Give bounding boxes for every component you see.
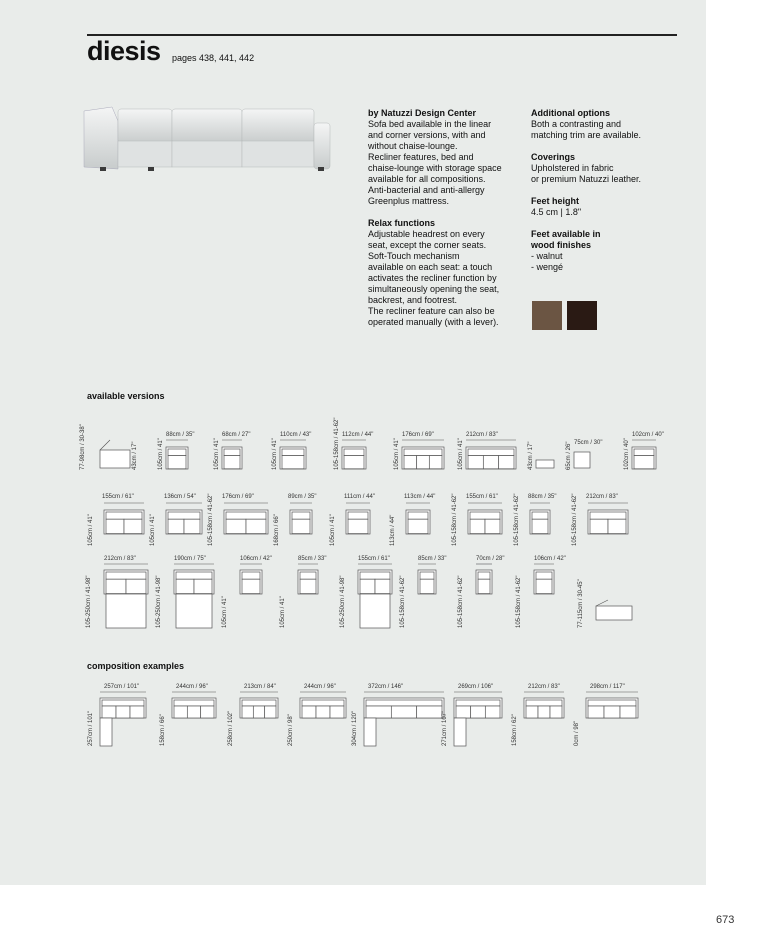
intro-line: without chaise-lounge. <box>368 141 458 151</box>
sofa-seat <box>226 519 246 533</box>
depth-label: 105-250cm / 41-98" <box>86 575 92 628</box>
width-label: 212cm / 83" <box>104 556 136 562</box>
depth-label: 77-98cm / 30-38" <box>80 424 86 470</box>
sofa-seat <box>242 706 253 718</box>
sofa-seat <box>253 706 264 718</box>
sofa-seat <box>265 706 276 718</box>
sofa-seat <box>417 456 430 469</box>
width-label: 155cm / 61" <box>102 494 134 500</box>
bed-module <box>596 606 632 620</box>
relax-line: Soft-Touch mechanism <box>368 251 460 261</box>
sofa-backrest <box>106 572 146 579</box>
sofa-seat <box>408 519 428 533</box>
depth-label: 105-250cm / 41-98" <box>156 575 162 628</box>
sofa-backrest <box>590 512 626 519</box>
ottoman-module <box>536 460 554 468</box>
sofa-backrest <box>478 572 490 579</box>
sofa-backrest <box>242 700 276 706</box>
intro-line: chaise-lounge with storage space <box>368 163 502 173</box>
dimension-line <box>596 600 608 606</box>
width-label: 89cm / 35" <box>288 494 317 500</box>
sofa-seat <box>348 519 368 533</box>
sofa-backrest <box>532 512 548 519</box>
width-label: 244cm / 96" <box>176 684 208 690</box>
sofa-seat <box>184 519 200 533</box>
width-label: 112cm / 44" <box>342 432 374 438</box>
designer-heading: by Natuzzi Design Center <box>368 108 477 118</box>
sofa-seat <box>550 706 562 718</box>
depth-label: 43cm / 17" <box>528 441 534 470</box>
intro-line: available for all compositions. <box>368 174 486 184</box>
sofa-seat <box>302 706 316 718</box>
width-label: 212cm / 83" <box>528 684 560 690</box>
sofa-seat <box>201 706 214 718</box>
depth-label: 257cm / 101" <box>88 710 94 746</box>
sofa-seat <box>478 579 490 593</box>
sofa-seat <box>634 456 654 469</box>
depth-label: 77-115cm / 30-45" <box>578 579 584 628</box>
chaise-module <box>454 718 466 746</box>
relax-line: operated manually (with a lever). <box>368 317 499 327</box>
sofa-backrest <box>168 512 200 519</box>
sofa-seat <box>176 579 194 593</box>
sofa-seat <box>126 579 146 593</box>
sofa-seat <box>483 456 498 469</box>
sofa-seat <box>538 706 550 718</box>
sofa-seat <box>242 579 260 593</box>
depth-label: 105cm / 41" <box>158 438 164 470</box>
width-label: 155cm / 61" <box>358 556 390 562</box>
width-label: 70cm / 28" <box>476 556 505 562</box>
sofa-backrest <box>404 449 442 456</box>
depth-label: 105-158cm / 41-62" <box>458 575 464 628</box>
sofa-seat <box>224 456 240 469</box>
sofa-backrest <box>420 572 434 579</box>
sofa-seat <box>130 706 144 718</box>
relax-line: simultaneously opening the seat, <box>368 284 500 294</box>
sofa-backrest <box>224 449 240 456</box>
sofa-seat <box>102 706 116 718</box>
width-label: 176cm / 69" <box>222 494 254 500</box>
depth-label: 105cm / 41" <box>214 438 220 470</box>
sofa-seat <box>366 706 391 718</box>
width-label: 155cm / 61" <box>466 494 498 500</box>
relax-line: backrest, and footrest. <box>368 295 458 305</box>
intro-line: Recliner features, bed and <box>368 152 474 162</box>
width-label: 68cm / 27" <box>222 432 251 438</box>
finish-walnut: - walnut <box>531 251 563 261</box>
width-label: 190cm / 75" <box>174 556 206 562</box>
sofa-backrest <box>174 700 214 706</box>
sofa-seat <box>316 706 330 718</box>
sofa-backrest <box>168 449 186 456</box>
feet-finish-heading: wood finishes <box>531 240 592 250</box>
sofa-seat <box>246 519 266 533</box>
depth-label: 105-158cm / 41-62" <box>208 493 214 546</box>
depth-label: 105-158cm / 41-62" <box>514 493 520 546</box>
sofa-seat <box>590 519 608 533</box>
sofa-backrest <box>456 700 500 706</box>
depth-label: 105cm / 41" <box>272 438 278 470</box>
width-label: 298cm / 117" <box>590 684 625 690</box>
width-label: 85cm / 33" <box>298 556 327 562</box>
bed-extension <box>106 594 146 628</box>
depth-label: 105cm / 41" <box>88 514 94 546</box>
coverings-line: or premium Natuzzi leather. <box>531 174 642 184</box>
width-label: 136cm / 54" <box>164 494 196 500</box>
sofa-backrest <box>348 512 368 519</box>
recliner-module <box>100 450 130 468</box>
dimension-line <box>100 440 110 450</box>
available-versions-heading: available versions <box>87 391 165 401</box>
intro-line: Greenplus mattress. <box>368 196 450 206</box>
sofa-backrest <box>226 512 266 519</box>
additional-line: matching trim are available. <box>531 130 642 140</box>
width-label: 244cm / 96" <box>304 684 336 690</box>
sofa-seat <box>124 519 142 533</box>
sofa-backrest <box>106 512 142 519</box>
sofa-seat <box>194 579 212 593</box>
sofa-backrest <box>292 512 310 519</box>
depth-label: 105-158cm / 41-62" <box>516 575 522 628</box>
depth-label: 105-158cm / 41-62" <box>572 493 578 546</box>
depth-label: 0cm / 98" <box>574 720 580 746</box>
sofa-seat <box>456 706 471 718</box>
feet-height-heading: Feet height <box>531 196 580 206</box>
width-label: 212cm / 83" <box>466 432 498 438</box>
chaise-module <box>364 718 376 746</box>
sofa-seat <box>292 519 310 533</box>
coverings-heading: Coverings <box>531 152 576 162</box>
sofa-seat <box>485 519 500 533</box>
relax-line: The recliner feature can also be <box>368 306 495 316</box>
sofa-seat <box>360 579 375 593</box>
sofa-seat <box>471 706 486 718</box>
width-label: 372cm / 146" <box>368 684 404 690</box>
width-label: 106cm / 42" <box>240 556 272 562</box>
additional-options-heading: Additional options <box>531 108 610 118</box>
sofa-seat <box>620 706 636 718</box>
depth-label: 105cm / 41" <box>150 514 156 546</box>
sofa-backrest <box>344 449 364 456</box>
sofa-backrest <box>242 572 260 579</box>
sofa-seat <box>526 706 538 718</box>
bed-extension <box>360 594 390 628</box>
sofa-seat <box>106 579 126 593</box>
sofa-seat <box>604 706 620 718</box>
sofa-seat <box>532 519 548 533</box>
sofa-seat <box>468 456 483 469</box>
sofa-seat <box>174 706 187 718</box>
relax-line: available on each seat: a touch <box>368 262 493 272</box>
width-label: 176cm / 69" <box>402 432 434 438</box>
sofa-backrest <box>526 700 562 706</box>
depth-label: 105cm / 41" <box>394 438 400 470</box>
width-label: 75cm / 30" <box>574 440 603 446</box>
depth-label: 105-250cm / 41-98" <box>340 575 346 628</box>
width-label: 88cm / 35" <box>166 432 195 438</box>
relax-line: Adjustable headrest on every <box>368 229 485 239</box>
depth-label: 158cm / 62" <box>512 714 518 746</box>
intro-line: and corner versions, with and <box>368 130 486 140</box>
width-label: 257cm / 101" <box>104 684 140 690</box>
depth-label: 105cm / 41" <box>458 438 464 470</box>
sofa-backrest <box>468 449 514 456</box>
depth-label: 250cm / 98" <box>288 714 294 746</box>
depth-label: 105-158cm / 41-62" <box>452 493 458 546</box>
finish-wenge: - wengé <box>531 262 564 272</box>
sofa-backrest <box>588 700 636 706</box>
sofa-seat <box>588 706 604 718</box>
depth-label: 304cm / 120" <box>352 710 358 746</box>
relax-line: activates the recliner function by <box>368 273 497 283</box>
depth-label: 105cm / 41" <box>280 596 286 628</box>
sofa-seat <box>344 456 364 469</box>
sofa-seat <box>330 706 344 718</box>
pouf-module <box>574 452 590 468</box>
width-label: 213cm / 84" <box>244 684 276 690</box>
intro-line: Anti-bacterial and anti-allergy <box>368 185 485 195</box>
sofa-seat <box>106 519 124 533</box>
feet-height-value: 4.5 cm | 1.8" <box>531 207 582 217</box>
sofa-seat <box>470 519 485 533</box>
sofa-seat <box>300 579 316 593</box>
width-label: 111cm / 44" <box>344 494 375 500</box>
intro-line: Sofa bed available in the linear <box>368 119 492 129</box>
sofa-backrest <box>366 700 442 706</box>
depth-label: 258cm / 102" <box>228 710 234 746</box>
width-label: 212cm / 83" <box>586 494 618 500</box>
sofa-seat <box>391 706 416 718</box>
sofa-backrest <box>634 449 654 456</box>
sofa-seat <box>429 456 442 469</box>
sofa-seat <box>420 579 434 593</box>
additional-line: Both a contrasting and <box>531 119 622 129</box>
sofa-seat <box>282 456 304 469</box>
depth-label: 158cm / 66" <box>160 714 166 746</box>
coverings-line: Upholstered in fabric <box>531 163 614 173</box>
sofa-seat <box>417 706 442 718</box>
product-title: diesis <box>87 36 161 66</box>
sofa-backrest <box>470 512 500 519</box>
sofa-seat <box>499 456 514 469</box>
sofa-seat <box>485 706 500 718</box>
sofa-backrest <box>536 572 552 579</box>
depth-label: 105-158cm / 41-62" <box>334 417 340 470</box>
sofa-backrest <box>282 449 304 456</box>
relax-line: seat, except the corner seats. <box>368 240 487 250</box>
sofa-seat <box>168 519 184 533</box>
bed-extension <box>176 594 212 628</box>
width-label: 102cm / 40" <box>632 432 664 438</box>
sofa-seat <box>608 519 626 533</box>
sofa-seat <box>375 579 390 593</box>
sofa-backrest <box>302 700 344 706</box>
width-label: 113cm / 44" <box>404 494 436 500</box>
page-number: 673 <box>716 914 735 926</box>
width-label: 106cm / 42" <box>534 556 566 562</box>
sofa-backrest <box>408 512 428 519</box>
width-label: 85cm / 33" <box>418 556 447 562</box>
sofa-seat <box>187 706 200 718</box>
sofa-seat <box>404 456 417 469</box>
relax-heading: Relax functions <box>368 218 436 228</box>
depth-label: 105cm / 41" <box>222 596 228 628</box>
sofa-backrest <box>300 572 316 579</box>
sofa-seat <box>536 579 552 593</box>
page-references: pages 438, 441, 442 <box>172 53 255 63</box>
width-label: 269cm / 106" <box>458 684 494 690</box>
sofa-seat <box>116 706 130 718</box>
width-label: 110cm / 43" <box>280 432 312 438</box>
depth-label: 65cm / 26" <box>566 441 572 470</box>
chaise-module <box>100 718 112 746</box>
depth-label: 113cm / 44" <box>390 514 396 546</box>
feet-finish-heading: Feet available in <box>531 229 601 239</box>
depth-label: 168cm / 66" <box>274 514 280 546</box>
depth-label: 105cm / 41" <box>330 514 336 546</box>
sofa-backrest <box>360 572 390 579</box>
sofa-backrest <box>176 572 212 579</box>
sofa-seat <box>168 456 186 469</box>
depth-label: 102cm / 40" <box>624 438 630 470</box>
depth-label: 105-158cm / 41-62" <box>400 575 406 628</box>
composition-examples-heading: composition examples <box>87 661 185 671</box>
depth-label: 271cm / 107" <box>442 710 448 746</box>
width-label: 88cm / 35" <box>528 494 557 500</box>
depth-label: 43cm / 17" <box>132 441 138 470</box>
sofa-backrest <box>102 700 144 706</box>
